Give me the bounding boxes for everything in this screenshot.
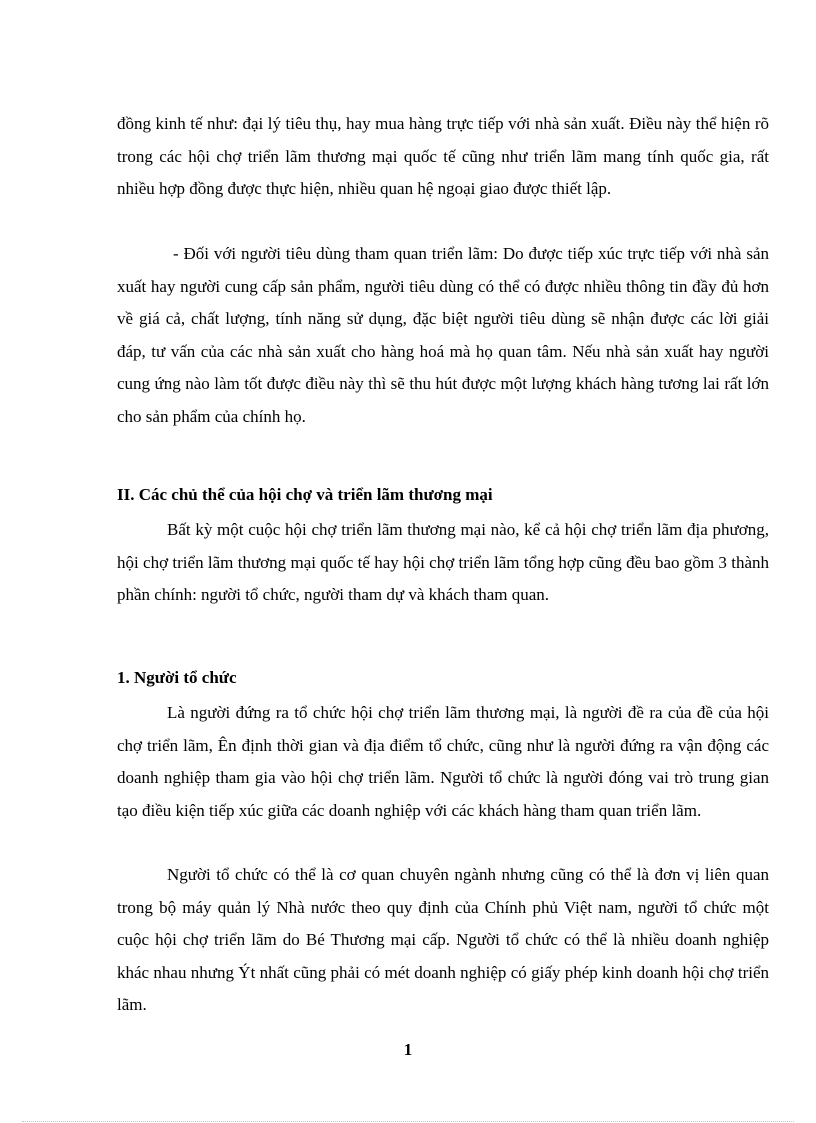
subsection-heading-organizer: 1. Người tổ chức	[117, 668, 237, 687]
paragraph-consumers: - Đối với người tiêu dùng tham quan triển lãm: Do được tiếp xúc trực tiếp với nhà sản xuất hay người cung cấp sản phẩm, người tiêu dùng có thể có được nhiều thông tin đầy đủ hơn về giá cả, chất lượng, tính năng sử dụng, đặc biệt người tiêu dùng sẽ nhận được các lời giải đáp, tư vấn của các nhà sản xuất cho hàng hoá mà họ quan tâm. Nếu nhà sản xuất hay người cung ứng nào làm tốt được điều này thì sẽ thu hút được một lượng khách hàng tương lai rất lớn cho sản phẩm của chính họ.	[117, 244, 769, 426]
paragraph-three-components: Bất kỳ một cuộc hội chợ triển lãm thương mại nào, kể cả hội chợ triển lãm địa phương, hội chợ triển lãm thương mại quốc tế hay hội chợ triển lãm tổng hợp cũng đều bao gồm 3 thành phần chính: người tổ chức, người tham dự và khách tham quan.	[117, 520, 769, 605]
paragraph-organizer-role: Là người đứng ra tổ chức hội chợ triển lãm thương mại, là người đề ra của đề của hội chợ triển lãm, Ên định thời gian và địa điểm tổ chức, cũng như là người đứng ra vận động các doanh nghiệp tham gia vào hội chợ triển lãm. Người tổ chức là người đóng vai trò trung gian tạo điều kiện tiếp xúc giữa các doanh nghiệp với các khách hàng tham quan triển lãm.	[117, 703, 769, 820]
paragraph-organizer-entities: Người tổ chức có thể là cơ quan chuyên ngành nhưng cũng có thể là đơn vị liên quan trong bộ máy quản lý Nhà nước theo quy định của Chính phủ Việt nam, người tổ chức một cuộc hội chợ triển lãm do Bé Thương mại cấp. Người tổ chức có thể là nhiều doanh nghiệp khác nhau nhưng Ýt nhất cũng phải có mét doanh nghiệp có giấy phép kinh doanh hội chợ triển lãm.	[117, 865, 769, 1015]
page-bottom-rule	[22, 1121, 794, 1122]
page-number: 1	[403, 1040, 413, 1059]
paragraph-trade-contracts: đồng kinh tế như: đại lý tiêu thụ, hay mua hàng trực tiếp với nhà sản xuất. Điều này thể hiện rõ trong các hội chợ triển lãm thương mại quốc tế cũng như triển lãm mang tính quốc gia, rất nhiều hợp đồng được thực hiện, nhiều quan hệ ngoại giao được thiết lập.	[117, 114, 769, 199]
section-heading-participants: II. Các chủ thể của hội chợ và triển lãm thương mại	[117, 485, 493, 504]
